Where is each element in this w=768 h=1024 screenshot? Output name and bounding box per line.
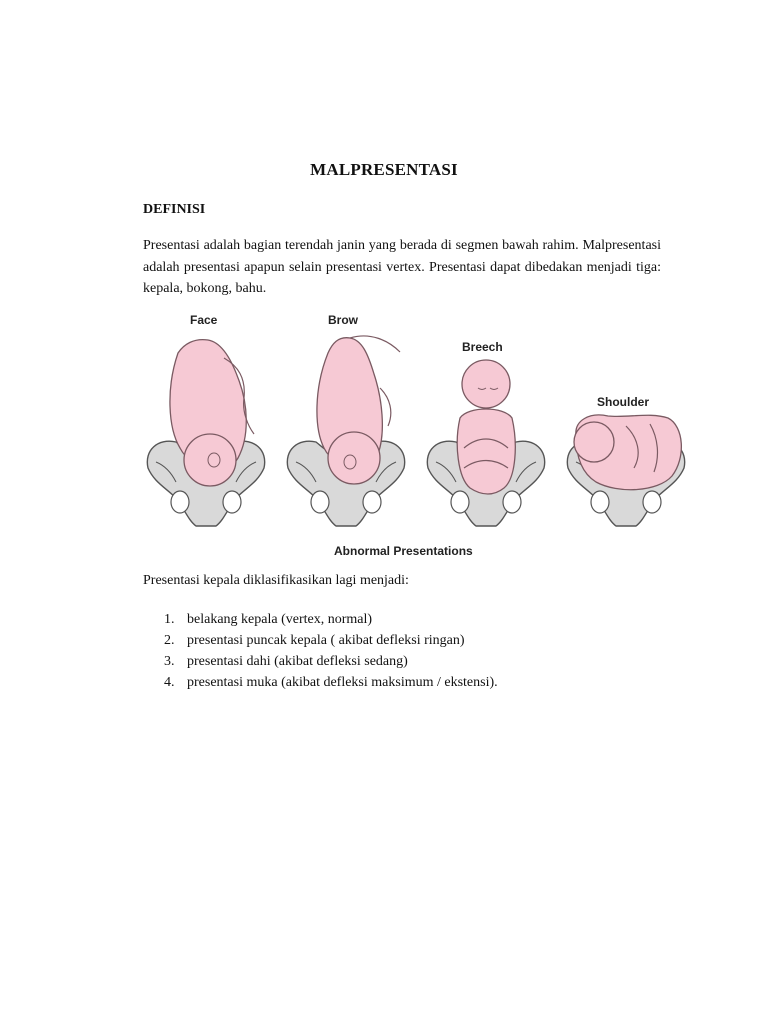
list-item: 2. presentasi puncak kepala ( akibat defleksi ringan) [164,633,465,648]
classification-intro: Presentasi kepala diklasifikasikan lagi menjadi: [143,573,409,588]
breech-presentation-illustration [427,340,544,526]
figure-caption: Abnormal Presentations [334,544,473,558]
brow-presentation-illustration [287,313,404,526]
abnormal-presentations-figure [138,308,698,564]
label-shoulder: Shoulder [597,395,650,409]
list-item: 3. presentasi dahi (akibat defleksi sedang) [164,654,408,669]
classification-list [143,609,498,693]
page-title: MALPRESENTASI [310,160,458,179]
list-item: 4. presentasi muka (akibat defleksi maksimum / ekstensi). [164,675,498,690]
list-item: 1. belakang kepala (vertex, normal) [164,612,373,627]
label-face: Face [190,313,218,327]
label-breech: Breech [462,340,503,354]
definition-paragraph: Presentasi adalah bagian terendah janin yang berada di segmen bawah rahim. Malpresentasi adalah presentasi apapun selain presentasi vertex. Presentasi dapat dibedakan menjadi tiga: kepala, bokong, bahu. [143,238,661,296]
face-presentation-illustration [147,313,264,526]
shoulder-presentation-illustration [567,395,684,526]
section-heading: DEFINISI [143,202,206,217]
label-brow: Brow [328,313,358,327]
figure-illustration [138,308,698,564]
